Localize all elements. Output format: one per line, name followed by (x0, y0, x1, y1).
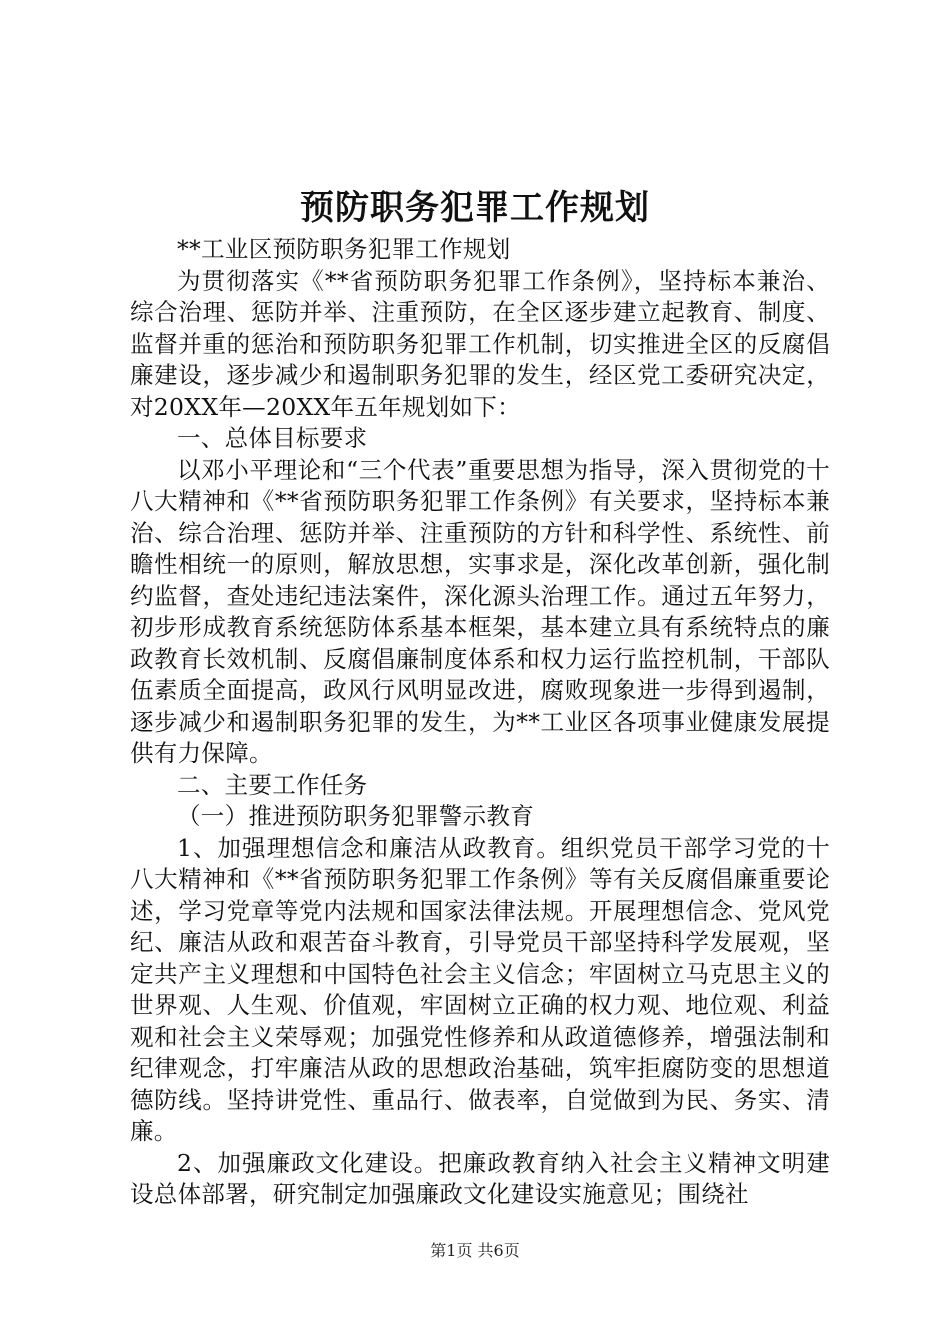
subtitle-paragraph: **工业区预防职务犯罪工作规划 (177, 235, 511, 263)
page-footer: 第1页 共6页 (430, 1241, 520, 1260)
intro-paragraph: 为贯彻落实《**省预防职务犯罪工作条例》，坚持标本兼治、综合治理、惩防并举、注重预防，在全区逐步建立起教育、制度、监督并重的惩治和预防职务犯罪工作机制，切实推进全区的反腐倡廉建设，逐步减少和遏制职务犯罪的发生，经区党工委研究决定，对20XX年—20XX年五年规划如下： (130, 266, 830, 421)
task-1-paragraph: 1、加强理想信念和廉洁从政教育。组织党员干部学习党的十八大精神和《**省预防职务犯罪工作条例》等有关反腐倡廉重要论述，学习党章等党内法规和国家法律法规。开展理想信念、党风党纪、廉洁从政和艰苦奋斗教育，引导党员干部坚持科学发展观，坚定共产主义理想和中国特色社会主义信念；牢固树立马克思主义的世界观、人生观、价值观，牢固树立正确的权力观、地位观、利益观和社会主义荣辱观；加强党性修养和从政道德修养，增强法制和纪律观念，打牢廉洁从政的思想政治基础，筑牢拒腐防变的思想道德防线。坚持讲党性、重品行、做表率，自觉做到为民、务实、清廉。 (130, 833, 830, 1145)
document-title: 预防职务犯罪工作规划 (300, 188, 650, 228)
document-body (130, 234, 830, 1211)
task-2-paragraph: 2、加强廉政文化建设。把廉政教育纳入社会主义精神文明建设总体部署，研究制定加强廉政文化建设实施意见；围绕社 (130, 1148, 830, 1208)
goals-paragraph: 以邓小平理论和“三个代表”重要思想为指导，深入贯彻党的十八大精神和《**省预防职务犯罪工作条例》有关要求，坚持标本兼治、综合治理、惩防并举、注重预防的方针和科学性、系统性、前瞻性相统一的原则，解放思想，实事求是，深化改革创新，强化制约监督，查处违纪违法案件，深化源头治理工作。通过五年努力，初步形成教育系统惩防体系基本框架，基本建立具有系统特点的廉政教育长效机制、反腐倡廉制度体系和权力运行监控机制，干部队伍素质全面提高，政风行风明显改进，腐败现象进一步得到遏制，逐步减少和遏制职务犯罪的发生，为**工业区各项事业健康发展提供有力保障。 (130, 455, 830, 767)
section-heading-overall-goals: 一、总体目标要求 (177, 424, 368, 452)
subsection-heading-warning-education: （一）推进预防职务犯罪警示教育 (177, 802, 534, 830)
section-heading-main-tasks: 二、主要工作任务 (177, 770, 368, 799)
